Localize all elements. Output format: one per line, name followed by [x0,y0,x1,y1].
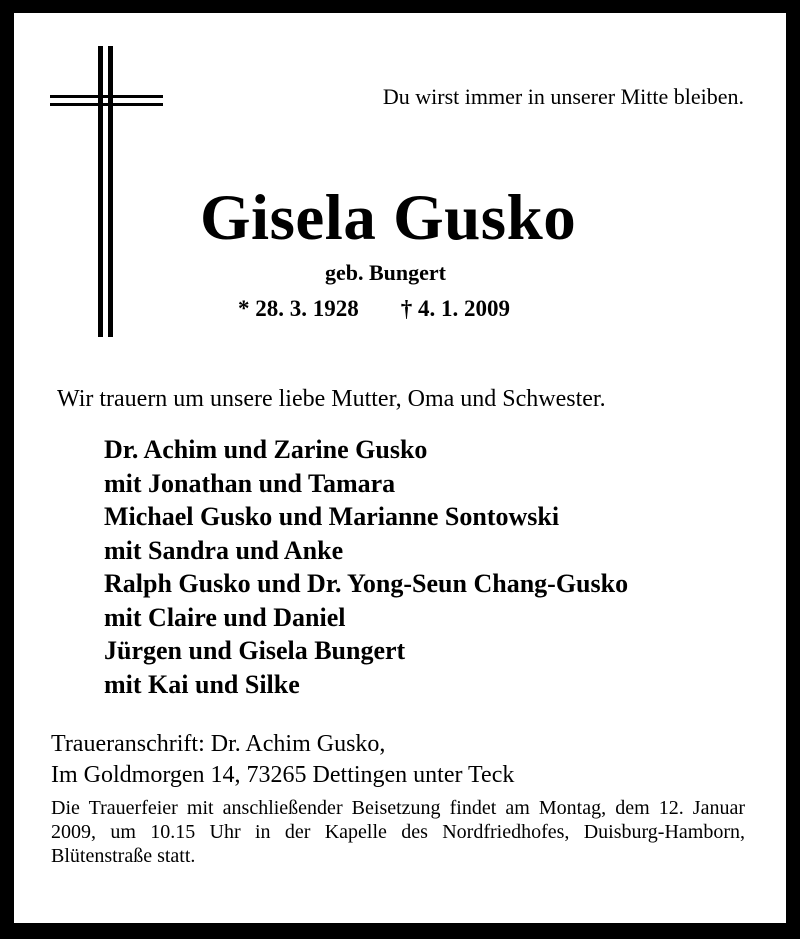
motto-text: Du wirst immer in unserer Mitte bleiben. [382,84,744,109]
family-list [104,433,628,701]
family-line: mit Claire und Daniel [104,602,346,632]
mourning-text: Wir trauern um unsere liebe Mutter, Oma und Schwester. [57,386,606,412]
family-line: mit Jonathan und Tamara [104,468,396,498]
family-line: Jürgen und Gisela Bungert [104,636,406,665]
address-line: Traueranschrift: Dr. Achim Gusko, [51,731,386,757]
family-line: Michael Gusko und Marianne Sontowski [104,502,560,531]
obituary-notice [14,13,786,923]
cross-icon [50,46,163,337]
deceased-name: Gisela Gusko [200,182,577,254]
death-date: † 4. 1. 2009 [400,296,510,321]
maiden-name: geb. Bungert [325,260,446,285]
address-line: Im Goldmorgen 14, 73265 Dettingen unter Teck [51,762,515,788]
mourning-address [51,729,514,791]
family-line: mit Kai und Silke [104,669,300,699]
family-line: Ralph Gusko und Dr. Yong-Seun Chang-Gusko [104,569,629,598]
family-line: Dr. Achim und Zarine Gusko [104,435,428,464]
family-line: mit Sandra und Anke [104,535,344,565]
life-dates [238,296,510,322]
service-info: Die Trauerfeier mit anschließender Beisetzung findet am Montag, dem 12. Januar 2009, um 10.15 Uhr in der Kapelle des Nordfriedhofes, Duisburg-Hamborn, Blütenstraße statt. [51,797,745,867]
birth-date: * 28. 3. 1928 [238,296,359,321]
